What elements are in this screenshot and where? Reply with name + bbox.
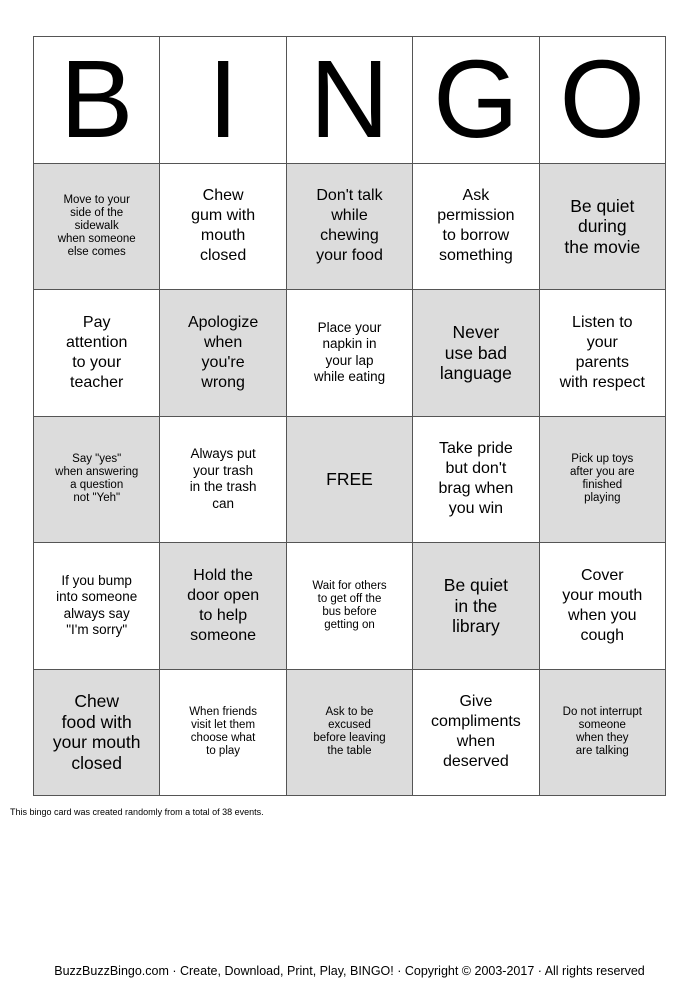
bingo-square-label: Place your napkin in your lap while eating bbox=[313, 319, 386, 385]
header-letter-n bbox=[287, 37, 413, 164]
bingo-square-label: Apologize when you're wrong bbox=[187, 313, 259, 391]
card-note: This bingo card was created randomly from a total of 38 events. bbox=[10, 807, 264, 817]
bingo-square[interactable] bbox=[160, 164, 286, 291]
bingo-square-label: Listen to your parents with respect bbox=[559, 313, 645, 391]
header-letter-text: N bbox=[309, 37, 390, 161]
bingo-square[interactable] bbox=[160, 290, 286, 417]
bingo-square[interactable] bbox=[34, 164, 160, 291]
header-letter-i bbox=[160, 37, 286, 164]
bingo-square-label: Pick up toys after you are finished playing bbox=[570, 453, 635, 505]
bingo-square-label: Never use bad language bbox=[439, 322, 512, 383]
bingo-square-label: Always put your trash in the trash can bbox=[189, 446, 257, 511]
bingo-square-label: Ask to be excused before leaving the table bbox=[313, 706, 386, 758]
bingo-square-label: Do not interrupt someone when they are talking bbox=[562, 706, 642, 758]
bingo-square-label: Be quiet during the movie bbox=[564, 195, 641, 257]
bingo-square[interactable] bbox=[287, 164, 413, 291]
bingo-square[interactable] bbox=[287, 290, 413, 417]
bingo-square-label: Say "yes" when answering a question not "Yeh" bbox=[55, 453, 139, 505]
bingo-square[interactable] bbox=[413, 290, 539, 417]
header-letter-b bbox=[34, 37, 160, 164]
bingo-square[interactable] bbox=[287, 670, 413, 797]
page-footer: BuzzBuzzBingo.com · Create, Download, Print, Play, BINGO! · Copyright © 2003-2017 · All rights reserved bbox=[54, 964, 645, 978]
bingo-square-label: Take pride but don't brag when you win bbox=[438, 440, 514, 518]
header-letter-text: G bbox=[433, 37, 519, 161]
free-space[interactable] bbox=[287, 417, 413, 544]
bingo-square-label: Cover your mouth when you cough bbox=[562, 566, 643, 644]
bingo-square[interactable] bbox=[287, 543, 413, 670]
bingo-square[interactable] bbox=[34, 417, 160, 544]
bingo-square[interactable] bbox=[160, 670, 286, 797]
bingo-square-label: Give compliments when deserved bbox=[430, 693, 521, 771]
bingo-square[interactable] bbox=[34, 543, 160, 670]
bingo-square[interactable] bbox=[160, 417, 286, 544]
bingo-square-label: FREE bbox=[326, 469, 373, 489]
bingo-square-label: Move to your side of the sidewalk when someone else comes bbox=[57, 193, 136, 258]
bingo-square[interactable] bbox=[413, 417, 539, 544]
bingo-square-label: Ask permission to borrow something bbox=[437, 187, 515, 265]
bingo-square-label: When friends visit let them choose what to play bbox=[189, 706, 257, 758]
header-letter-text: O bbox=[559, 37, 646, 161]
header-letter-g bbox=[413, 37, 539, 164]
bingo-square[interactable] bbox=[160, 543, 286, 670]
bingo-square[interactable] bbox=[413, 670, 539, 797]
bingo-square-label: Hold the door open to help someone bbox=[187, 566, 260, 644]
header-letter-text: B bbox=[60, 37, 134, 161]
bingo-square-label: Chew food with your mouth closed bbox=[52, 691, 141, 773]
bingo-square[interactable] bbox=[34, 670, 160, 797]
bingo-square[interactable] bbox=[413, 164, 539, 291]
bingo-card bbox=[33, 36, 666, 796]
bingo-square[interactable] bbox=[540, 164, 666, 291]
bingo-square-label: Chew gum with mouth closed bbox=[191, 187, 256, 265]
bingo-square-label: If you bump into someone always say "I'm sorry" bbox=[56, 572, 138, 638]
bingo-square[interactable] bbox=[540, 290, 666, 417]
header-letter-o bbox=[540, 37, 666, 164]
bingo-square-label: Wait for others to get off the bus before getting on bbox=[312, 579, 387, 631]
bingo-square-label: Don't talk while chewing your food bbox=[316, 187, 383, 265]
bingo-square-label: Pay attention to your teacher bbox=[66, 313, 128, 391]
bingo-square[interactable] bbox=[540, 543, 666, 670]
bingo-square[interactable] bbox=[413, 543, 539, 670]
bingo-square[interactable] bbox=[540, 670, 666, 797]
bingo-square[interactable] bbox=[34, 290, 160, 417]
bingo-square[interactable] bbox=[540, 417, 666, 544]
header-letter-text: I bbox=[207, 37, 239, 161]
bingo-square-label: Be quiet in the library bbox=[443, 575, 508, 636]
